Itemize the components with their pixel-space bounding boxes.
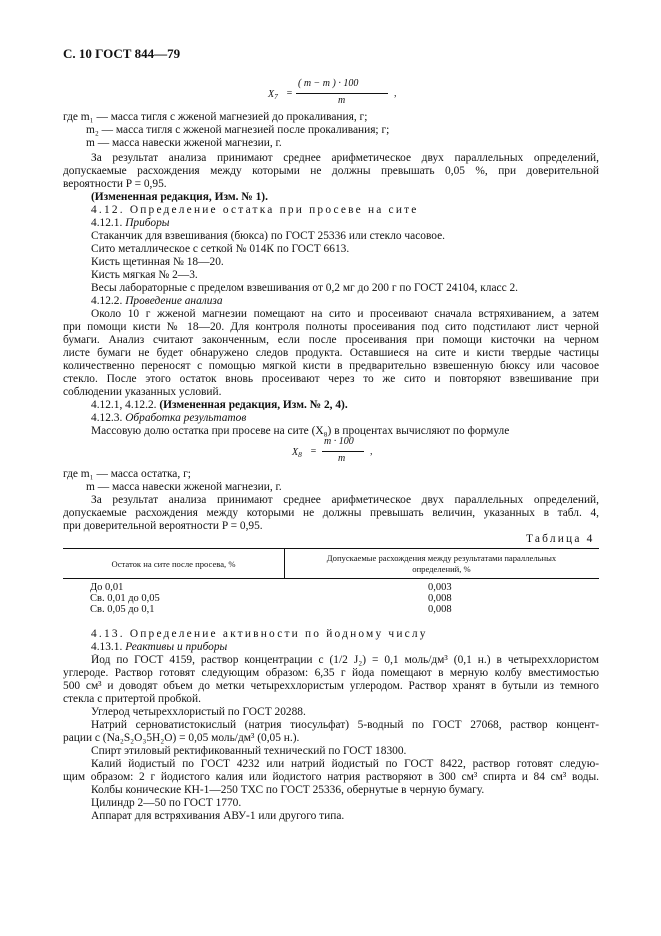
formula-numerator: ( m − m ) · 100 — [298, 78, 359, 89]
where-line: где m₁ — масса остатка, г; — [63, 468, 191, 480]
mass-fraction-text: Массовую долю остатка при просеве на сите (X₈) в процентах вычисляют по формуле — [91, 425, 510, 437]
reagent-line: Спирт этиловый ректификованный технический по ГОСТ 18300. — [91, 745, 407, 757]
device-item: Весы лабораторные с пределом взвешивания от 0,2 мг до 200 г по ГОСТ 24104, класс 2. — [91, 282, 519, 294]
table-header-cell: Остаток на сите после просева, % — [111, 559, 236, 569]
formula-denominator: m — [338, 453, 346, 464]
where-line: m — масса навески жженой магнезии, г. — [86, 481, 282, 493]
reagent-line: Натрий серноватистокислый (натрия тиосульфат) 5-водный по ГОСТ 27068, раствор концент- — [91, 719, 599, 731]
reagent-line: углероде. Раствор готовят следующим образом: 6,35 г йода помещают в мерную колбу вместимостью — [63, 667, 599, 679]
subsection-4-12-3: 4.12.3. Обработка результатов — [91, 412, 247, 424]
table-caption: Таблица 4 — [526, 533, 595, 545]
procedure-line: стекло. После этого остаток вновь просеивают через то же сито и повторяют взвешивание при — [63, 373, 599, 385]
formula-lhs: $X_8$ — [292, 447, 302, 459]
formula-denominator: m — [338, 95, 346, 106]
table-cell: 0,008 — [428, 593, 452, 604]
formula-eq: = — [310, 446, 317, 457]
table-header-cell: Допускаемые расхождения между результатами параллельных — [326, 553, 557, 563]
subsection-4-13-1: 4.13.1. Реактивы и приборы — [91, 641, 228, 653]
reagent-line: Цилиндр 2—50 по ГОСТ 1770. — [91, 797, 242, 809]
formula-numerator: m · 100 — [324, 436, 354, 447]
table-cell: 0,003 — [428, 582, 452, 593]
procedure-line: листе бумаги не будет обнаружено следов продукта. Оставшиеся на сите и кисти твердые частицы — [63, 347, 599, 359]
page-header: С. 10 ГОСТ 844—79 — [63, 46, 181, 61]
subsection-4-12-1: 4.12.1. Приборы — [91, 217, 170, 229]
formula-tail: , — [394, 88, 397, 99]
subsection-4-12-2: 4.12.2. Проведение анализа — [91, 295, 223, 307]
paragraph-line: вероятности P = 0,95. — [63, 178, 167, 190]
procedure-line: соблюдении указанных условий. — [63, 386, 222, 398]
reagent-line: рации с (Na₂S₂O₃5H₂O) = 0,05 моль/дм³ (0,05 н.). — [63, 732, 300, 744]
procedure-line: при помощи кисти № 18—20. Для контроля полноты просеивания под сито подстилают лист черной — [63, 321, 599, 333]
procedure-line: количественно переносят с помощью мягкой кисти в предварительно взвешенную бюксу или часовое — [63, 360, 599, 372]
device-item: Кисть мягкая № 2—3. — [91, 269, 198, 281]
paragraph-line: при доверительной вероятности P = 0,95. — [63, 520, 263, 532]
reagent-line: Аппарат для встряхивания АВУ-1 или другого типа. — [91, 810, 345, 822]
device-item: Кисть щетинная № 18—20. — [91, 256, 224, 268]
table-cell: Св. 0,05 до 0,1 — [90, 604, 155, 615]
reagent-line: щим образом: 2 г йодистого калия или йодистого натрия растворяют в 300 см³ спирта и 84 см³ воды. — [63, 771, 599, 783]
section-heading-4-13: 4.13. Определение активности по йодному числу — [91, 628, 428, 640]
paragraph-line: За результат анализа принимают среднее арифметическое двух параллельных определений, — [91, 152, 599, 164]
reagent-line: стекла с притертой пробкой. — [63, 693, 201, 705]
reagent-line: 500 см³ и доводят объем до метки четыреххлористым углеродом. Раствор хранят в бутыли из темного — [63, 680, 599, 692]
table-cell: До 0,01 — [90, 582, 124, 593]
reagent-line: Йод по ГОСТ 4159, раствор концентрации с (1/2 J₂) = 0,1 моль/дм³ (0,1 н.) в четыреххлористом — [91, 654, 599, 666]
procedure-line: бумаги. Анализ считают законченным, если после просеивания при помощи кисточки на черном — [63, 334, 599, 346]
device-item: Стаканчик для взвешивания (бюкса) по ГОСТ 25336 или стекло часовое. — [91, 230, 445, 242]
revision-note: (Измененная редакция, Изм. № 1). — [91, 191, 268, 203]
formula-tail: , — [370, 446, 373, 457]
section-heading-4-12: 4.12. Определение остатка при просеве на сите — [91, 204, 419, 216]
table-header-rule — [63, 578, 599, 579]
fraction-bar — [322, 451, 364, 452]
device-item: Сито металлическое с сеткой № 014К по ГОСТ 6613. — [91, 243, 350, 255]
formula-eq: = — [286, 88, 293, 99]
paragraph-line: допускаемые расхождения между которыми не должны превышать величин, указанных в табл. 4, — [63, 507, 599, 519]
table-cell: 0,008 — [428, 604, 452, 615]
reagent-line: Колбы конические КН-1—250 ТХС по ГОСТ 25336, обернутые в черную бумагу. — [91, 784, 485, 796]
where-line: m — масса навески жженой магнезии, г. — [86, 137, 282, 149]
paragraph-line: допускаемые расхождения между которыми не должны превышать 0,05 %, при доверительной — [63, 165, 599, 177]
formula-lhs: $X_7$ — [268, 89, 278, 101]
table-header-cell: определений, % — [412, 564, 471, 574]
where-line: где m₁ — масса тигля с жженой магнезией до прокаливания, г; — [63, 111, 368, 123]
table-cell: Св. 0,01 до 0,05 — [90, 593, 160, 604]
table-top-rule — [63, 548, 599, 549]
fraction-bar — [296, 93, 388, 94]
where-line: m₂ — масса тигля с жженой магнезией после прокаливания; г; — [86, 124, 390, 136]
reagent-line: Углерод четыреххлористый по ГОСТ 20288. — [91, 706, 306, 718]
revision-note-2: 4.12.1, 4.12.2. (Измененная редакция, Изм. № 2, 4). — [91, 399, 348, 411]
paragraph-line: За результат анализа принимают среднее арифметическое двух параллельных определений, — [91, 494, 599, 506]
procedure-line: Около 10 г жженой магнезии помещают на сито и просеивают сначала встряхиванием, а затем — [91, 308, 599, 320]
reagent-line: Калий йодистый по ГОСТ 4232 или натрий йодистый по ГОСТ 8422, раствор готовят следую- — [91, 758, 599, 770]
